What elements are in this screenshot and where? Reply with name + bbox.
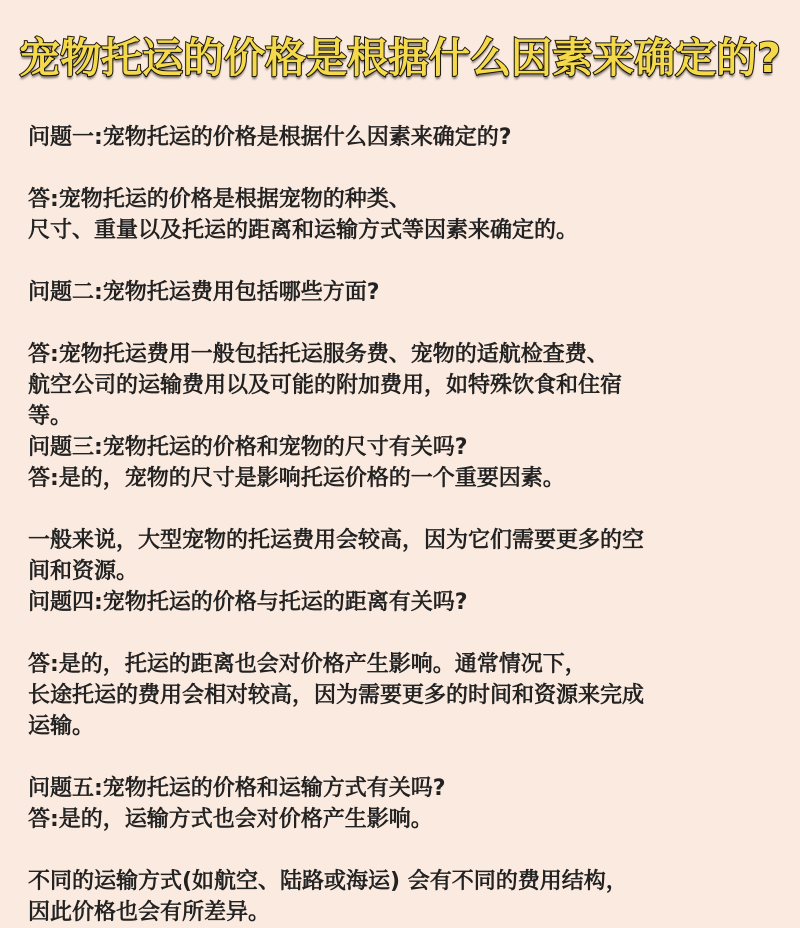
blank-line — [28, 494, 778, 525]
answer-1-line-2: 尺寸、重量以及托运的距离和运输方式等因素来确定的。 — [28, 218, 579, 243]
question-3: 问题三:宠物托运的价格和宠物的尺寸有关吗? — [28, 435, 468, 460]
blank-line — [28, 618, 778, 649]
answer-3-line-2: 一般来说，大型宠物的托运费用会较高，因为它们需要更多的空 — [28, 528, 645, 553]
question-4: 问题四:宠物托运的价格与托运的距离有关吗? — [28, 590, 468, 615]
answer-3-line-3: 间和资源。 — [28, 559, 139, 584]
article-body — [28, 122, 778, 928]
answer-2-line-3: 等。 — [28, 404, 73, 429]
answer-4-line-2: 长途托运的费用会相对较高，因为需要更多的时间和资源来完成 — [28, 683, 645, 708]
question-5: 问题五:宠物托运的价格和运输方式有关吗? — [28, 776, 446, 801]
answer-5-line-2: 不同的运输方式(如航空、陆路或海运) 会有不同的费用结构， — [28, 869, 628, 894]
blank-line — [28, 246, 778, 277]
blank-line — [28, 742, 778, 773]
answer-4-line-1: 答:是的，托运的距离也会对价格产生影响。通常情况下， — [28, 652, 587, 677]
answer-5-line-3: 因此价格也会有所差异。 — [28, 900, 271, 925]
blank-line — [28, 835, 778, 866]
answer-2-line-1: 答:宠物托运费用一般包括托运服务费、宠物的适航检查费、 — [28, 342, 609, 367]
answer-2-line-2: 航空公司的运输费用以及可能的附加费用，如特殊饮食和住宿 — [28, 373, 623, 398]
question-2: 问题二:宠物托运费用包括哪些方面? — [28, 280, 380, 305]
answer-5-line-1: 答:是的，运输方式也会对价格产生影响。 — [28, 807, 433, 832]
answer-4-line-3: 运输。 — [28, 714, 95, 739]
answer-1-line-1: 答:宠物托运的价格是根据宠物的种类、 — [28, 187, 411, 212]
page-title: 宠物托运的价格是根据什么因素来确定的? — [19, 34, 781, 82]
blank-line — [28, 153, 778, 184]
question-1: 问题一:宠物托运的价格是根据什么因素来确定的? — [28, 125, 512, 150]
blank-line — [28, 308, 778, 339]
answer-3-line-1: 答:是的，宠物的尺寸是影响托运价格的一个重要因素。 — [28, 466, 565, 491]
